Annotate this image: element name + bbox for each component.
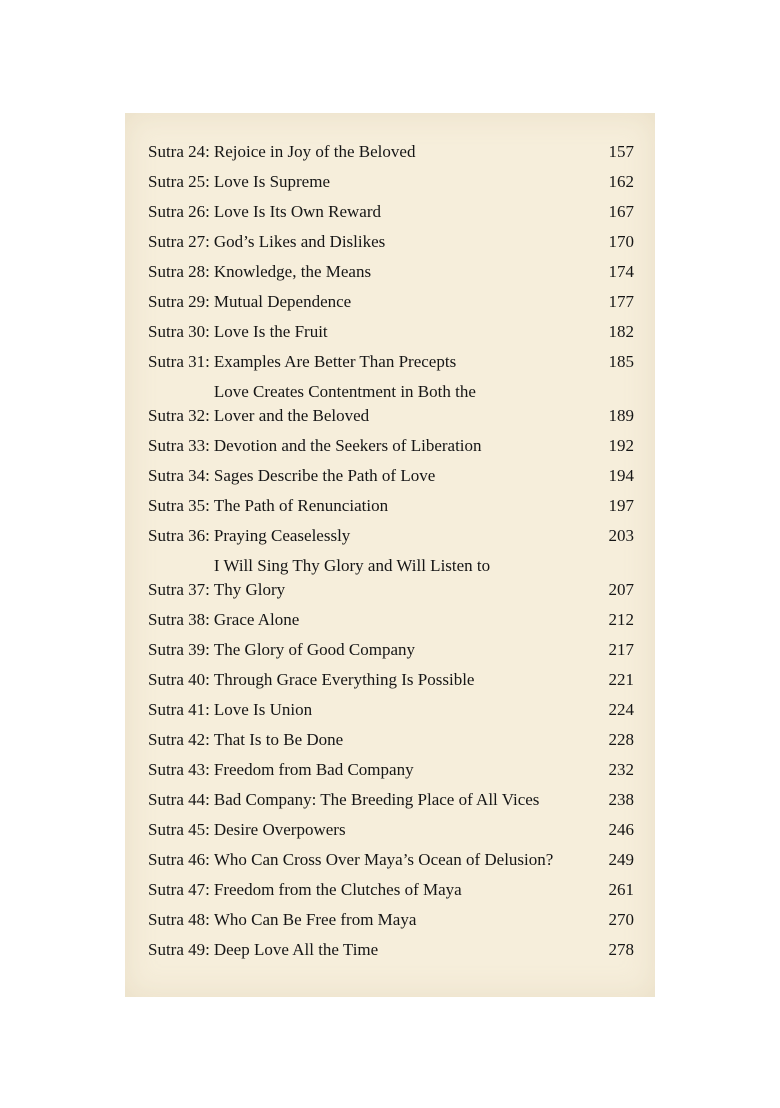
sutra-title <box>210 848 594 872</box>
sutra-title <box>210 908 594 932</box>
sutra-title <box>210 290 594 314</box>
sutra-title <box>210 524 594 548</box>
sutra-title-line: Devotion and the Seekers of Liberation <box>213 436 482 455</box>
sutra-title-line: Praying Ceaselessly <box>213 526 351 545</box>
toc-entry <box>148 938 634 962</box>
table-of-contents <box>148 140 634 968</box>
page-number: 174 <box>608 262 634 281</box>
sutra-number: Sutra 34: <box>148 466 210 485</box>
toc-entry <box>148 200 634 224</box>
sutra-title-line: Love Creates Contentment in Both the <box>213 382 476 401</box>
toc-entry <box>148 260 634 284</box>
page-number: 182 <box>608 322 634 341</box>
toc-entry <box>148 290 634 314</box>
sutra-number: Sutra 46: <box>148 850 210 869</box>
sutra-number: Sutra 29: <box>148 292 210 311</box>
toc-entry <box>148 758 634 782</box>
toc-entry <box>148 638 634 662</box>
page-number: 232 <box>608 760 634 779</box>
sutra-title-line: Bad Company: The Breeding Place of All Vices <box>213 790 540 809</box>
sutra-title-line: Love Is the Fruit <box>213 322 328 341</box>
page-number: 238 <box>608 790 634 809</box>
page-number: 194 <box>608 466 634 485</box>
toc-entry <box>148 170 634 194</box>
sutra-number: Sutra 37: <box>148 580 210 599</box>
page-number: 189 <box>608 406 634 425</box>
sutra-title <box>210 818 594 842</box>
sutra-title-line: Desire Overpowers <box>213 820 346 839</box>
page-number: 170 <box>608 232 634 251</box>
sutra-number: Sutra 38: <box>148 610 210 629</box>
sutra-number: Sutra 32: <box>148 406 210 425</box>
sutra-title <box>210 380 594 428</box>
sutra-title <box>210 140 594 164</box>
sutra-title <box>210 554 594 602</box>
sutra-number: Sutra 41: <box>148 700 210 719</box>
sutra-title-line: The Path of Renunciation <box>213 496 389 515</box>
sutra-title <box>210 878 594 902</box>
page-number: 217 <box>608 640 634 659</box>
page-number: 212 <box>608 610 634 629</box>
page-number: 261 <box>608 880 634 899</box>
page-number: 278 <box>608 940 634 959</box>
sutra-title <box>210 668 594 692</box>
toc-entry <box>148 788 634 812</box>
sutra-number: Sutra 45: <box>148 820 210 839</box>
sutra-title-line: Love Is Union <box>213 700 313 719</box>
page-number: 197 <box>608 496 634 515</box>
sutra-title <box>210 608 594 632</box>
sutra-title <box>210 698 594 722</box>
sutra-number: Sutra 24: <box>148 142 210 161</box>
toc-entry <box>148 554 634 602</box>
sutra-number: Sutra 49: <box>148 940 210 959</box>
sutra-title-line: Who Can Cross Over Maya’s Ocean of Delusion? <box>213 850 554 869</box>
sutra-title-line: Examples Are Better Than Precepts <box>213 352 457 371</box>
toc-entry <box>148 464 634 488</box>
toc-entry <box>148 848 634 872</box>
sutra-title <box>210 434 594 458</box>
page-number: 221 <box>608 670 634 689</box>
sutra-number: Sutra 31: <box>148 352 210 371</box>
sutra-number: Sutra 30: <box>148 322 210 341</box>
page-number: 162 <box>608 172 634 191</box>
sutra-number: Sutra 47: <box>148 880 210 899</box>
sutra-number: Sutra 39: <box>148 640 210 659</box>
sutra-title-line: Grace Alone <box>213 610 300 629</box>
sutra-title-line: Love Is Supreme <box>213 172 330 191</box>
toc-entry <box>148 230 634 254</box>
sutra-title <box>210 320 594 344</box>
toc-entry <box>148 494 634 518</box>
page-number: 270 <box>608 910 634 929</box>
sutra-title-line: Through Grace Everything Is Possible <box>213 670 475 689</box>
sutra-title-line: Sages Describe the Path of Love <box>213 466 436 485</box>
page-number: 228 <box>608 730 634 749</box>
sutra-title-line: The Glory of Good Company <box>213 640 415 659</box>
toc-entry <box>148 698 634 722</box>
sutra-title-line: Deep Love All the Time <box>213 940 379 959</box>
toc-entry <box>148 320 634 344</box>
toc-entry <box>148 350 634 374</box>
sutra-number: Sutra 42: <box>148 730 210 749</box>
sutra-number: Sutra 44: <box>148 790 210 809</box>
sutra-number: Sutra 33: <box>148 436 210 455</box>
sutra-title-line: Who Can Be Free from Maya <box>213 910 417 929</box>
sutra-title-line: That Is to Be Done <box>213 730 344 749</box>
sutra-title <box>210 494 594 518</box>
sutra-title <box>210 728 594 752</box>
sutra-title <box>210 464 594 488</box>
sutra-title-line: Freedom from the Clutches of Maya <box>213 880 462 899</box>
page-number: 157 <box>608 142 634 161</box>
sutra-title-line: God’s Likes and Dislikes <box>213 232 386 251</box>
toc-entry <box>148 908 634 932</box>
page-number: 185 <box>608 352 634 371</box>
toc-entry <box>148 140 634 164</box>
sutra-title <box>210 170 594 194</box>
sutra-title-line: Mutual Dependence <box>213 292 352 311</box>
page-number: 207 <box>608 580 634 599</box>
toc-entry <box>148 878 634 902</box>
sutra-number: Sutra 25: <box>148 172 210 191</box>
sutra-title <box>210 200 594 224</box>
toc-entry <box>148 728 634 752</box>
sutra-title <box>210 938 594 962</box>
sutra-title <box>210 350 594 374</box>
page-number: 167 <box>608 202 634 221</box>
page-number: 224 <box>608 700 634 719</box>
sutra-number: Sutra 35: <box>148 496 210 515</box>
sutra-title-line: I Will Sing Thy Glory and Will Listen to <box>213 556 491 575</box>
sutra-title-line: Rejoice in Joy of the Beloved <box>213 142 416 161</box>
page-number: 249 <box>608 850 634 869</box>
sutra-number: Sutra 43: <box>148 760 210 779</box>
page-number: 203 <box>608 526 634 545</box>
toc-entry <box>148 434 634 458</box>
sutra-number: Sutra 36: <box>148 526 210 545</box>
page-number: 192 <box>608 436 634 455</box>
sutra-number: Sutra 40: <box>148 670 210 689</box>
sutra-title-line: Thy Glory <box>213 580 286 599</box>
page-number: 246 <box>608 820 634 839</box>
sutra-title-line: Love Is Its Own Reward <box>213 202 381 221</box>
sutra-title <box>210 230 594 254</box>
sutra-number: Sutra 48: <box>148 910 210 929</box>
sutra-number: Sutra 27: <box>148 232 210 251</box>
toc-entry <box>148 818 634 842</box>
toc-entry <box>148 380 634 428</box>
toc-entry <box>148 608 634 632</box>
toc-entry <box>148 668 634 692</box>
sutra-title-line: Knowledge, the Means <box>213 262 372 281</box>
sutra-title <box>210 788 594 812</box>
sutra-title-line: Freedom from Bad Company <box>213 760 414 779</box>
sutra-title <box>210 260 594 284</box>
toc-entry <box>148 524 634 548</box>
page-number: 177 <box>608 292 634 311</box>
sutra-number: Sutra 28: <box>148 262 210 281</box>
sutra-title-line: Lover and the Beloved <box>213 406 370 425</box>
sutra-number: Sutra 26: <box>148 202 210 221</box>
sutra-title <box>210 758 594 782</box>
sutra-title <box>210 638 594 662</box>
